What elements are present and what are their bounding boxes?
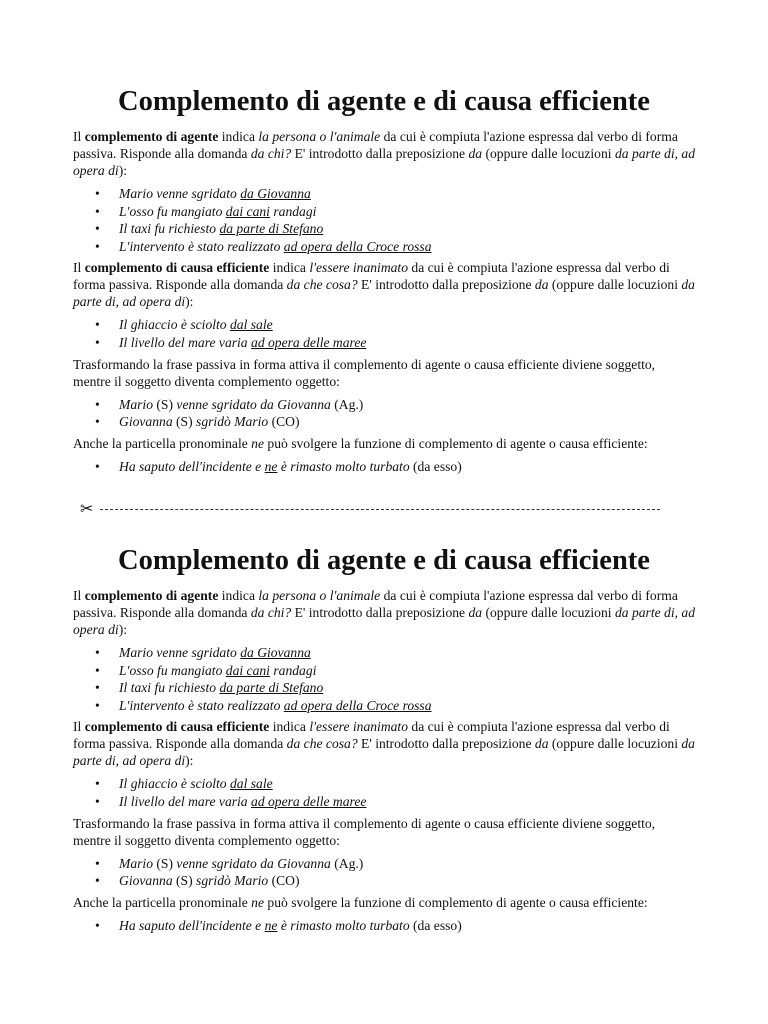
scissors-icon: ✂ [80, 499, 94, 518]
agent-definition: Il complemento di agente indica la persona o l'animale da cui è compiuta l'azione espressa dal verbo di forma passiva. Risponde alla domanda da chi? E' introdotto dalla preposizione da (oppure dalle locuzioni da parte di, ad opera di): [73, 129, 696, 178]
list-item: • Mario venne sgridato da Giovanna [95, 645, 311, 660]
list-item: • Il livello del mare varia ad opera delle maree [95, 793, 367, 809]
list-item: • Giovanna (S) sgridò Mario (CO) [95, 414, 300, 430]
cut-line [80, 500, 660, 520]
cause-definition: Il complemento di causa efficiente indica l'essere inanimato da cui è compiuta l'azione espressa dal verbo di forma passiva. Risponde alla domanda da che cosa? E' introdotto dalla preposizione da (oppure dalle locuzioni da parte di, ad opera di): [73, 719, 695, 769]
page-title: Complemento di agente e di causa efficiente [118, 545, 650, 576]
list-item: • Il taxi fu richiesto da parte di Stefano [95, 680, 324, 696]
list-item: • Il ghiaccio è sciolto dal sale [95, 776, 273, 792]
ne-paragraph: Anche la particella pronominale ne può svolgere la funzione di complemento di agente o causa efficiente: [73, 894, 648, 910]
transform-paragraph: Trasformando la frase passiva in forma attiva il complemento di agente o causa efficiente diviene soggetto, mentre il soggetto diventa complemento oggetto: [73, 356, 656, 389]
handout-copy-2 [73, 543, 695, 938]
list-item: • Ha saputo dell'incidente e ne è rimasto molto turbato (da esso) [95, 458, 462, 474]
transform-paragraph: Trasformando la frase passiva in forma attiva il complemento di agente o causa efficiente diviene soggetto, mentre il soggetto diventa complemento oggetto: [73, 815, 656, 848]
dashed-divider [100, 509, 660, 510]
list-item: • L'osso fu mangiato dai cani randagi [95, 203, 317, 219]
list-item: • Mario (S) venne sgridato da Giovanna (Ag.) [95, 855, 364, 871]
list-item: • L'osso fu mangiato dai cani randagi [95, 662, 317, 678]
cause-examples-list [73, 316, 695, 351]
list-item: • Giovanna (S) sgridò Mario (CO) [95, 873, 300, 889]
ne-paragraph: Anche la particella pronominale ne può svolgere la funzione di complemento di agente o causa efficiente: [73, 435, 648, 451]
ne-examples-list [73, 917, 695, 935]
agent-examples-list [73, 644, 695, 714]
list-item: • Il taxi fu richiesto da parte di Stefano [95, 221, 324, 237]
agent-examples-list [73, 185, 695, 255]
list-item: • Il ghiaccio è sciolto dal sale [95, 317, 273, 333]
list-item: • Mario venne sgridato da Giovanna [95, 186, 311, 201]
transform-examples-list [73, 396, 695, 431]
ne-examples-list [73, 458, 695, 476]
handout-copy-1 [73, 84, 695, 479]
cause-examples-list [73, 775, 695, 810]
list-item: • Ha saputo dell'incidente e ne è rimasto molto turbato (da esso) [95, 917, 462, 933]
agent-definition: Il complemento di agente indica la persona o l'animale da cui è compiuta l'azione espressa dal verbo di forma passiva. Risponde alla domanda da chi? E' introdotto dalla preposizione da (oppure dalle locuzioni da parte di, ad opera di): [73, 588, 696, 637]
page-title: Complemento di agente e di causa efficiente [118, 86, 650, 117]
list-item: • L'intervento è stato realizzato ad opera della Croce rossa [95, 238, 432, 254]
list-item: • Il livello del mare varia ad opera delle maree [95, 334, 367, 350]
transform-examples-list [73, 855, 695, 890]
list-item: • L'intervento è stato realizzato ad opera della Croce rossa [95, 697, 432, 713]
cause-definition: Il complemento di causa efficiente indica l'essere inanimato da cui è compiuta l'azione espressa dal verbo di forma passiva. Risponde alla domanda da che cosa? E' introdotto dalla preposizione da (oppure dalle locuzioni da parte di, ad opera di): [73, 260, 695, 310]
list-item: • Mario (S) venne sgridato da Giovanna (Ag.) [95, 396, 364, 412]
